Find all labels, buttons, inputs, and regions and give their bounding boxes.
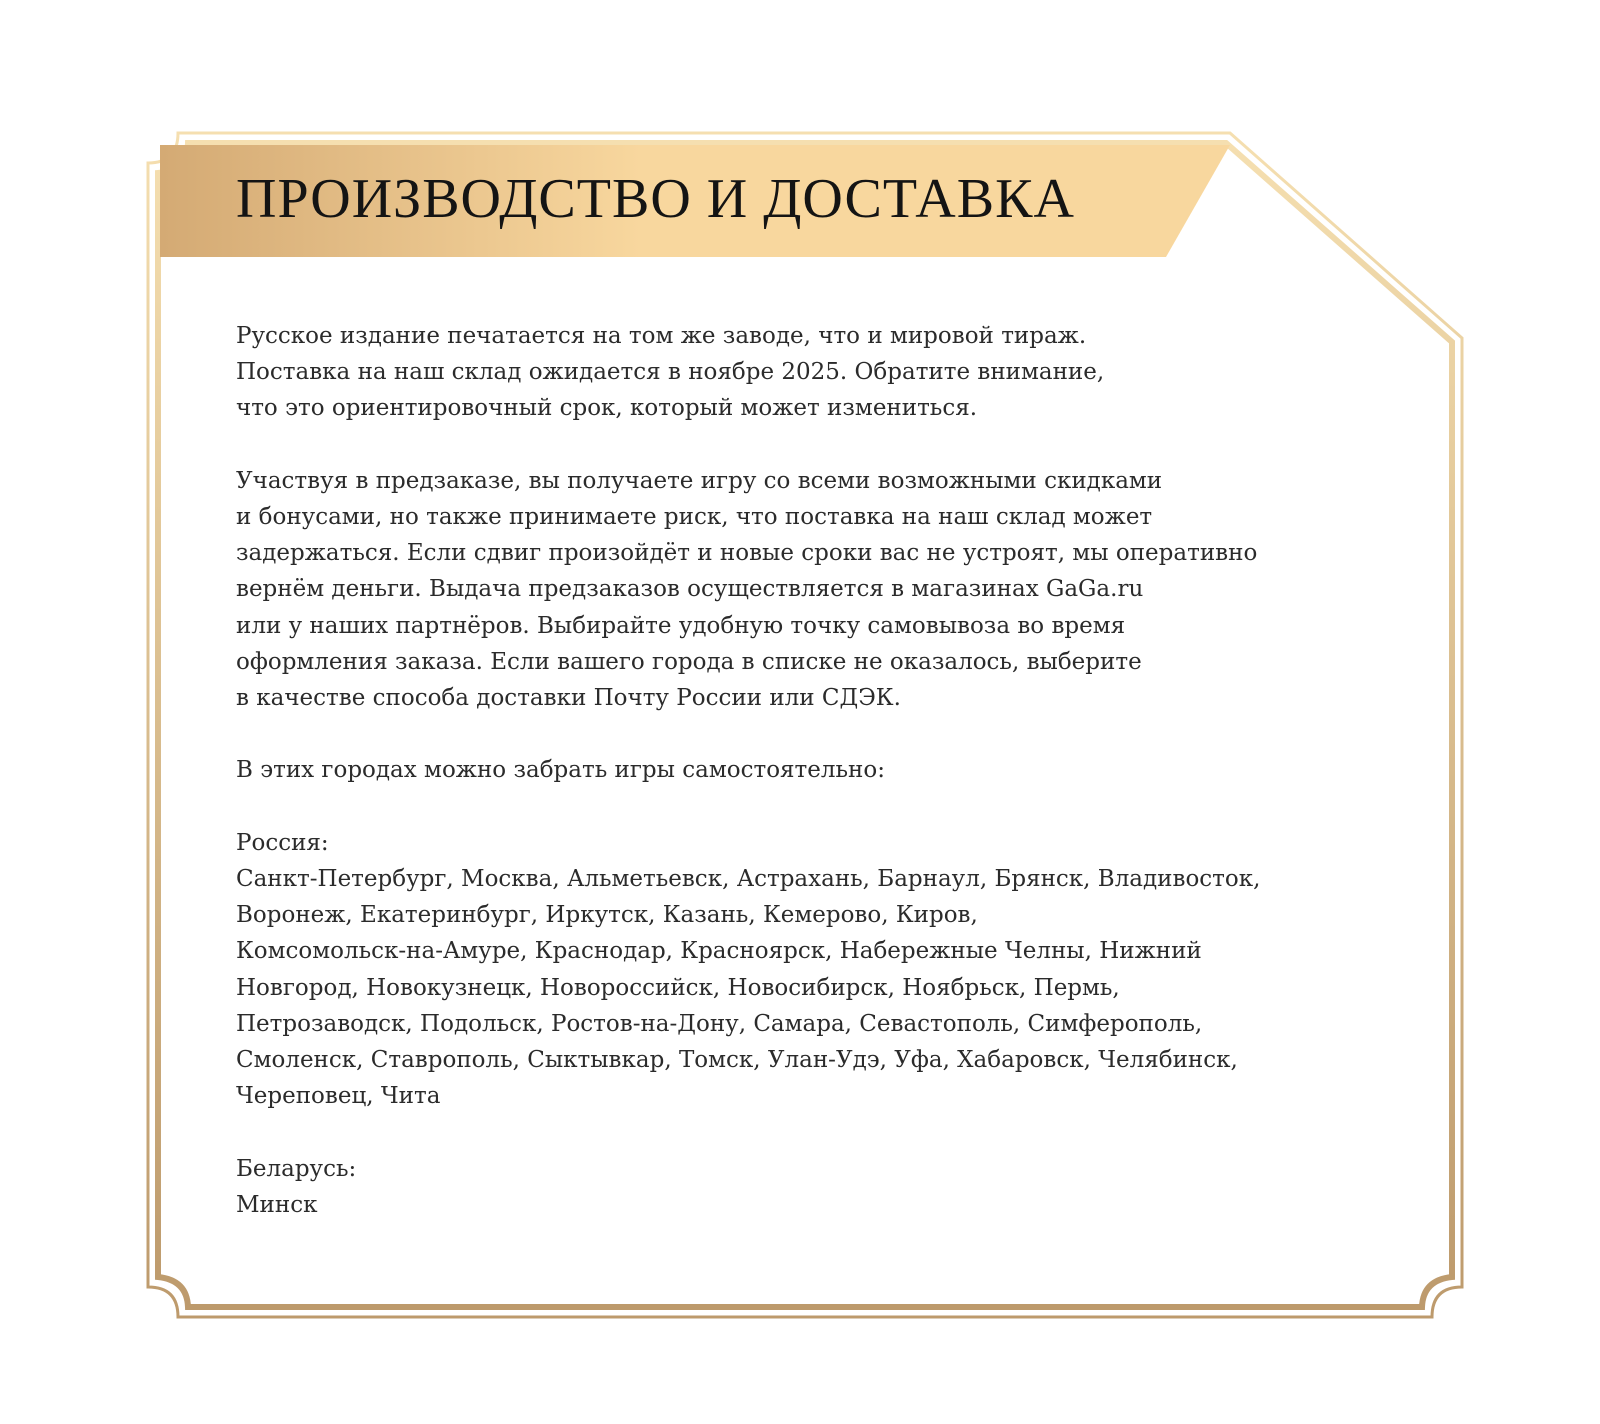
- text-line: в качестве способа доставки Почту России или СДЭК.: [236, 685, 901, 712]
- city-list-line: Воронеж, Екатеринбург, Иркутск, Казань, Кемерово, Киров,: [236, 902, 978, 929]
- city-list-line: Комсомольск-на-Амуре, Краснодар, Красноярск, Набережные Челны, Нижний: [236, 938, 1202, 965]
- content-body: [236, 318, 1386, 1259]
- text-line: или у наших партнёров. Выбирайте удобную точку самовывоза во время: [236, 612, 1126, 639]
- text-line: и бонусами, но также принимаете риск, что поставка на наш склад может: [236, 504, 1153, 530]
- text-line: Русское издание печатается на том же заводе, что и мировой тираж.: [236, 323, 1087, 349]
- pickup-intro: [236, 752, 1386, 788]
- russia-heading: Россия:: [236, 829, 329, 856]
- preorder-paragraph: [236, 463, 1386, 716]
- text-line: Участвуя в предзаказе, вы получаете игру со всеми возможными скидками: [236, 467, 1163, 494]
- belarus-heading: Беларусь:: [236, 1155, 357, 1182]
- russia-cities-section: [236, 825, 1386, 1115]
- text-line: оформления заказа. Если вашего города в списке не оказалось, выберите: [236, 648, 1142, 675]
- text-line: вернём деньги. Выдача предзаказов осуществляется в магазинах GaGa.ru: [236, 576, 1144, 603]
- city-list-line: Минск: [236, 1191, 318, 1218]
- city-list-line: Череповец, Чита: [236, 1083, 441, 1110]
- text-line: задержаться. Если сдвиг произойдёт и новые сроки вас не устроят, мы оперативно: [236, 540, 1258, 567]
- page-title: ПРОИЗВОДСТВО И ДОСТАВКА: [236, 168, 1075, 230]
- intro-paragraph: [236, 318, 1386, 427]
- text-line: В этих городах можно забрать игры самостоятельно:: [236, 757, 885, 784]
- belarus-cities-section: [236, 1151, 1386, 1223]
- city-list-line: Санкт-Петербург, Москва, Альметьевск, Астрахань, Барнаул, Брянск, Владивосток,: [236, 866, 1261, 892]
- city-list-line: Смоленск, Ставрополь, Сыктывкар, Томск, Улан-Удэ, Уфа, Хабаровск, Челябинск,: [236, 1047, 1238, 1074]
- text-line: Поставка на наш склад ожидается в ноябре 2025. Обратите внимание,: [236, 359, 1105, 386]
- city-list-line: Петрозаводск, Подольск, Ростов-на-Дону, Самара, Севастополь, Симферополь,: [236, 1010, 1203, 1037]
- text-line: что это ориентировочный срок, который может измениться.: [236, 395, 978, 422]
- city-list-line: Новгород, Новокузнецк, Новороссийск, Новосибирск, Ноябрьск, Пермь,: [236, 974, 1120, 1001]
